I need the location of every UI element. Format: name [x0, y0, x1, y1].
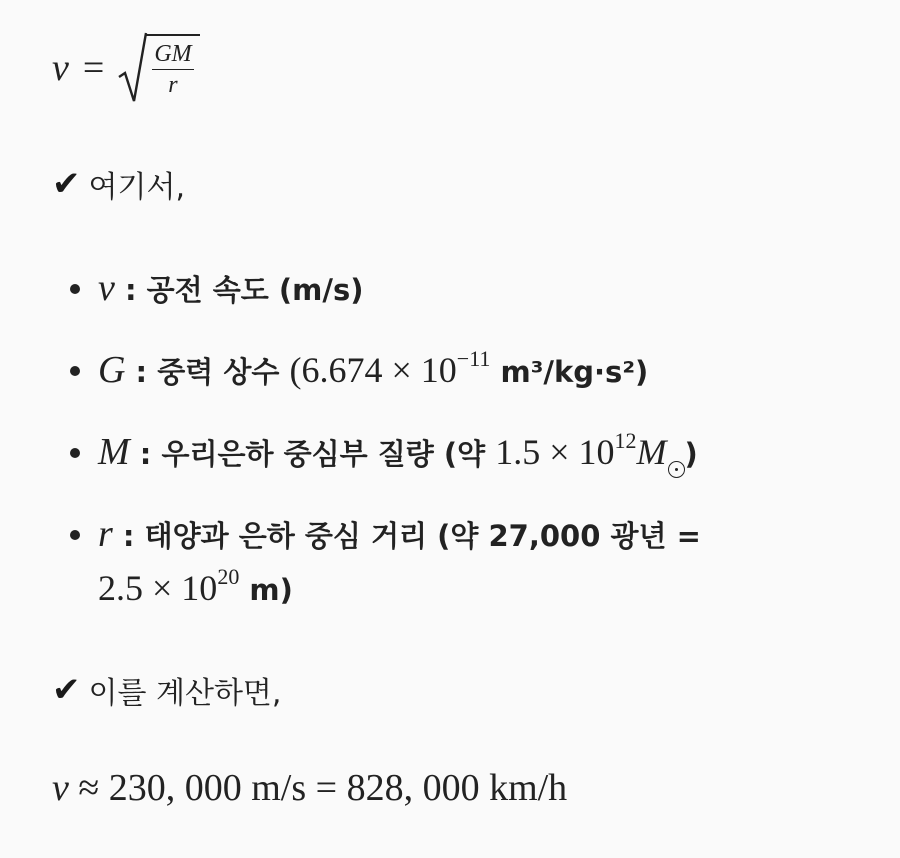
- gravity-description: : 중력 상수: [125, 355, 290, 389]
- lead-where: [52, 162, 185, 206]
- symbol-r: r: [98, 513, 113, 555]
- list-item-gravity-constant: [70, 344, 870, 398]
- list-item-velocity: [70, 262, 870, 316]
- checkmark-icon: ✔: [52, 670, 81, 710]
- symbol-m: M: [98, 431, 130, 473]
- result-values: ≈ 230, 000 m/s = 828, 000 km/h: [68, 767, 568, 809]
- orbital-velocity-formula: [52, 28, 200, 108]
- formula-equals: =: [82, 47, 105, 89]
- velocity-description: : 공전 속도 (m/s): [114, 273, 364, 307]
- mass-value-exponent: 12: [614, 428, 637, 453]
- formula-lhs: v: [52, 47, 69, 89]
- checkmark-icon: ✔: [52, 164, 81, 204]
- gravity-unit: m³/kg·s²): [490, 355, 649, 389]
- lead-computation-text: 이를 계산하면,: [88, 676, 282, 711]
- distance-value-base: 2.5 × 10: [98, 568, 218, 608]
- square-root: [118, 31, 199, 105]
- formula-fraction: [146, 34, 199, 97]
- distance-value-exponent: 20: [217, 564, 240, 589]
- velocity-result-formula: [52, 766, 567, 810]
- gravity-value-exponent: −11: [456, 346, 491, 371]
- mass-description: : 우리은하 중심부 질량 (약: [129, 437, 496, 471]
- mass-value-base: 1.5 × 10: [495, 432, 615, 472]
- sun-icon: [668, 461, 685, 478]
- symbol-g: G: [98, 349, 126, 391]
- distance-description: : 태양과 은하 중심 거리 (약 27,000 광년 =: [112, 519, 701, 553]
- mass-close: ): [684, 437, 698, 471]
- sun-icon-wrap: [667, 453, 685, 475]
- gravity-value: [289, 346, 491, 390]
- fraction-numerator: GM: [152, 42, 193, 70]
- list-item-distance: [70, 508, 870, 616]
- fraction-denominator: r: [168, 71, 178, 98]
- mass-value: [495, 428, 684, 472]
- variable-definitions-list: [70, 262, 870, 644]
- gravity-value-base: (6.674 × 10: [289, 350, 457, 390]
- distance-value: [98, 564, 240, 608]
- symbol-v: v: [98, 267, 115, 309]
- result-lhs: v: [52, 767, 69, 809]
- lead-where-text: 여기서,: [88, 170, 185, 205]
- solar-mass-symbol: M: [636, 432, 667, 472]
- distance-unit: m): [239, 573, 293, 607]
- lead-computation: [52, 668, 281, 712]
- list-item-mass: [70, 426, 870, 480]
- radical-sign-icon: [118, 31, 148, 105]
